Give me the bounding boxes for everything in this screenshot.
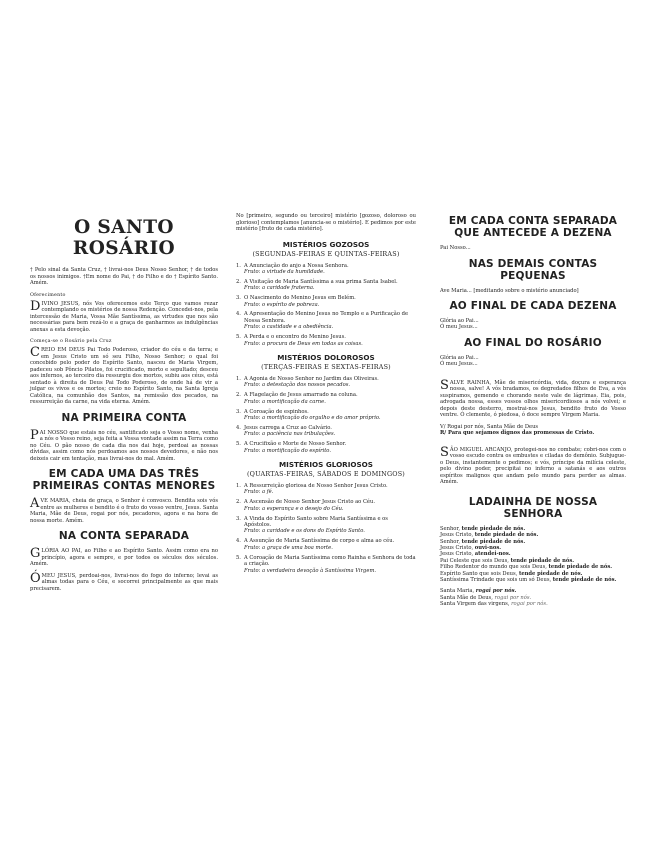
heading-primeira-conta: NA PRIMEIRA CONTA [61,411,187,424]
dolorosos-title: MISTÉRIOS DOLOROSOS [277,352,375,362]
prayer-body: ALVE RAINHA, Mãe de misericórdia, vida, doçura e esperança nossa, salve! A vós bradamos, os degredados filhos de Eva, a vós suspiramos, gemendo e chorando neste vale de lágrimas. Eia, pois, advogada nossa, esses vossos olhos misericordiosos a nós volvei; e depois deste desterro, mostrai-nos Jesus, bendito fruto do Vosso ventre. Ó clemente, ó piedosa, ó doce sempre Virgem Maria. [440,379,626,419]
mystery-fruit: Fruto: a graça de uma boa morte. [244,544,333,551]
response: rogai por nós. [494,594,532,601]
mystery-intro: No [primeiro, segundo ou terceiro] mistério [gozoso, doloroso ou glorioso] contemplamos [anuncia-se o mistério]. E pedimos por este mistério [fruto de cada mistério]. [236,213,416,232]
mystery-fruit: Fruto: a caridade fraterna. [244,285,315,292]
mystery-item [236,555,416,574]
gloria-text [30,548,218,568]
invocation: Santa Maria, [440,588,476,595]
mystery-number: 2. [236,392,241,399]
mystery-number: 4. [236,424,241,431]
fatima-text [30,570,218,593]
mystery-text: A Vinda do Espírito Santo sobre Maria Santíssima e os Apóstolos. [244,515,388,529]
pai-nosso-ref: Pai Nosso... [440,245,471,251]
dolorosos-list [236,376,416,454]
mystery-text: A Visitação de Maria Santíssima a sua prima Santa Isabel. [244,278,398,285]
dropcap: A [30,496,40,511]
response: rogai por nós. [475,588,517,595]
mystery-text: O Nascimento do Menino Jesus em Belém. [244,295,356,302]
mystery-text: Jesus carrega a Cruz ao Calvário. [244,424,332,431]
mystery-item [236,279,416,292]
mystery-fruit: Fruto: a castidade e a obediência. [244,324,334,331]
dropcap: P [30,427,39,443]
mystery-text: A Agonia de Nosso Senhor no Jardim das Oliveiras. [244,375,379,382]
mystery-text: A Ascensão de Nosso Senhor Jesus Cristo ao Céu. [244,499,375,506]
column-left [30,213,218,597]
pai-nosso-text [30,427,218,463]
invocation: Santíssima Trindade que sois um só Deus, [440,576,553,583]
heading-tres-contas: EM CADA UMA DAS TRÊS PRIMEIRAS CONTAS MENORES [32,468,216,492]
response: atendei-nos. [474,551,511,558]
mystery-fruit: Fruto: a caridade e os dons do Espírito Santo. [244,528,365,535]
invocation: Jesus Cristo, [440,544,475,551]
mystery-text: A Apresentação do Menino Jesus no Templo e a Purificação de Nossa Senhora. [244,311,409,324]
mystery-item [236,295,416,308]
invocation: Senhor, [440,538,462,545]
heading-contas-pequenas: NAS DEMAIS CONTAS PEQUENAS [468,257,598,282]
response: tende piedade de nós. [510,557,575,564]
gozosos-title: MISTÉRIOS GOZOSOS [282,239,370,249]
gloriosos-title: MISTÉRIOS GLORIOSOS [279,460,373,470]
mystery-number: 1. [236,483,241,490]
mystery-text: A Assunção de Maria Santíssima de corpo e alma ao céu. [244,538,395,545]
mystery-text: A Flagelação de Jesus amarrado na coluna. [244,392,358,399]
column-right [440,213,626,608]
mystery-number: 1. [236,375,241,382]
response: tende piedade de nós. [461,538,526,545]
mystery-fruit: Fruto: a paciência nas tribulações. [244,431,336,438]
dropcap: S [440,377,449,393]
gozosos-section [236,240,416,347]
response: tende piedade de nós. [461,525,526,532]
mystery-fruit: Fruto: a procura de Deus em todas as coisas. [244,340,363,347]
heading-conta-separada: NA CONTA SEPARADA [58,530,190,542]
mystery-item [236,334,416,347]
prayer-body: ÃO MIGUEL ARCANJO, protegei-nos no combate; cobri-nos com o vosso escudo contra os embustes e ciladas do demônio. Subjugue-o Deus, instantemente o pedimos; e vós, príncipe da milícia celeste, pelo divino poder, precipitai no inferno a satanás e aos outros espíritos malignos que andam pelo mundo para perder as almas. Amém. [440,446,626,486]
column-middle [236,213,416,577]
mystery-item [236,425,416,438]
response: tende piedade de nós. [518,570,583,577]
mystery-fruit: Fruto: a verdadeira devoção à Santíssima Virgem. [244,567,377,574]
mystery-text: A Ressurreição gloriosa de Nosso Senhor Jesus Cristo. [244,483,388,490]
invocation: Pai Celeste que sois Deus, [440,557,511,564]
gloria-ref: Glória ao Pai... [440,318,479,324]
ave-maria-ref: Ave Maria... [meditando sobre o mistério anunciado] [440,287,579,294]
oferecimento-text [30,298,218,334]
mystery-text: A Crucifixão e Morte de Nosso Senhor. [244,441,347,448]
prayer-body: LÓRIA AO PAI, ao Filho e ao Espírito Santo. Assim como era no princípio, agora e sempre, e por todos os séculos dos séculos. Amém. [30,548,218,567]
mystery-fruit: Fruto: a fé. [244,489,274,496]
salve-rainha-text [440,377,626,419]
invocation: Jesus Cristo, [440,532,475,539]
prayer-body: REIO EM DEUS Pai Todo Poderoso, criador do céu e da terra; e em Jesus Cristo um só seu Filho, Nosso Senhor; o qual foi concebido pelo poder do Espírito Santo, nasceu de Maria Virgem, padeceu sob Pôncio Pilatos, foi crucificado, morto e sepultado; desceu aos infernos, ao terceiro dia ressurgiu dos mortos, subiu aos céus, está sentado à direita de Deus Pai Todo Poderoso, de onde há de vir a julgar os vivos e os mortos; creio no Espírito Santo, na Santa Igreja Católica, na comunhão dos Santos, na remissão dos pecados, na ressurreição da carne, na vida eterna. Amém. [30,347,218,405]
mystery-number: 5. [236,441,241,448]
mystery-number: 2. [236,499,241,506]
mystery-text: A Perda e o encontro do Menino Jesus. [244,334,346,341]
response: tende piedade de nós. [552,576,617,583]
gozosos-days: (SEGUNDAS-FEIRAS E QUINTAS-FEIRAS) [252,249,400,258]
prayer-body: MEU JESUS, perdoai-nos, livrai-nos do fogo do inferno; levai as almas todas para o Céu, e socorrei principalmente as que mais precisarem. [30,572,218,592]
invocation: Espírito Santo que sois Deus, [440,570,519,577]
ladainha-list [440,526,626,584]
mystery-text: A Coroação de Maria Santíssima como Rainha e Senhora de toda a criação. [244,554,416,568]
invocation: Santa Virgem das virgens, [440,601,512,608]
gloriosos-section [236,460,416,574]
oferecimento-label: Oferecimento [30,292,66,298]
mystery-item [236,483,416,496]
credo-label: Começa-se o Rosário pela Cruz [30,339,112,344]
page-title: O SANTO ROSÁRIO [72,217,176,259]
mystery-number: 1. [236,262,241,269]
response: tende piedade de nós. [548,564,613,571]
mystery-item [236,538,416,551]
mystery-number: 3. [236,408,241,415]
prayer-body: VE MARIA, cheia de graça, o Senhor é convosco. Bendita sois vós entre as mulheres e bendito é o fruto do vosso ventre, Jesus. Santa Maria, Mãe de Deus, rogai por nós, pecadores, agora e na hora de nossa morte. Amém. [30,498,218,524]
credo-text [30,347,218,406]
dropcap: S [440,444,449,460]
mystery-fruit: Fruto: a detestação dos nossos pecados. [244,382,351,389]
mystery-fruit: Fruto: a mortificação da carne. [244,398,326,405]
versiculo: V/ Rogai por nós, Santa Mãe de Deus [440,423,539,430]
mystery-number: 4. [236,538,241,545]
mystery-number: 5. [236,554,241,561]
gloriosos-list [236,483,416,574]
mystery-fruit: Fruto: a mortificação do orgulho e do amor próprio. [244,415,381,421]
gloria-ref-2: Glória ao Pai... [440,354,479,361]
prayer-body: AI NOSSO que estais no céu, santificado seja o Vosso nome, venha a nós o Vosso reino, seja feita a Vossa vontade assim na Terra como no Céu. O pão nosso de cada dia nos dai hoje, perdoai as nossas dívidas, assim como nós perdoamos aos nossos devedores, e não nos deixeis cair em tentação, mas livrai-nos do mal. Amém. [30,429,218,462]
mystery-fruit: Fruto: o espírito de pobreza. [244,301,320,308]
mystery-item [236,499,416,512]
mystery-text: A Anunciação do anjo a Nossa Senhora. [244,262,349,269]
heading-final-dezena: AO FINAL DE CADA DEZENA [449,300,617,312]
prayer-body: IVINO JESUS, nós Vos oferecemos este Terço que vamos rezar contemplando os mistérios de nossa Redenção. Concedei-nos, pela intercessão de Maria, Vossa Mãe Santíssima, as virtudes que nos são necessárias para bem rezá-lo e a graça de ganharmos as indulgências anexas a esta devoção. [30,300,218,333]
mystery-item [236,392,416,405]
dropcap: G [30,546,41,561]
mystery-number: 4. [236,311,241,318]
responso [440,430,626,437]
mystery-item [236,311,416,330]
mystery-fruit: Fruto: a esperança e o desejo do Céu. [244,505,344,512]
mystery-text: A Coroação de espinhos. [244,408,309,415]
sign-of-cross-text: † Pelo sinal da Santa Cruz, † livrai-nos Deus Nosso Senhor, † de todos os nossos inimigos. †Em nome do Pai, † do Filho e do † Espírito Santo. Amém. [30,267,218,286]
o-meu-jesus-ref-2: Ó meu Jesus... [440,361,478,368]
dropcap: Ó [30,570,41,586]
ladainha-line [440,601,626,607]
invocation: Jesus Cristo, [440,551,475,558]
heading-cada-conta: EM CADA CONTA SEPARADA QUE ANTECEDE A DEZENA [448,215,618,239]
invocation: Filho Redentor do mundo que sois Deus, [440,564,549,571]
ave-maria-text [30,498,218,524]
mystery-item [236,409,416,422]
invocation: Senhor, [440,525,462,532]
heading-final-rosario: AO FINAL DO ROSÁRIO [464,336,602,349]
response: tende piedade de nós. [474,532,539,539]
dolorosos-days: (TERÇAS-FEIRAS E SEXTAS-FEIRAS) [261,362,391,371]
response: ouvi-nos. [474,544,502,551]
mystery-fruit: Fruto: a mortificação do espírito. [244,447,331,454]
mystery-fruit: Fruto: a virtude da humildade. [244,268,325,275]
gozosos-list [236,263,416,347]
ladainha-line [440,577,626,583]
mystery-item [236,376,416,389]
response: rogai por nós. [511,601,548,608]
o-meu-jesus-ref: Ó meu Jesus... [440,324,478,331]
mystery-number: 3. [236,515,241,522]
dropcap: C [30,345,40,360]
mystery-number: 5. [236,334,241,341]
heading-ladainha: LADAINHA DE NOSSA SENHORA [468,495,598,520]
dropcap: D [30,298,41,314]
mystery-number: 2. [236,278,241,285]
sao-miguel-text [440,444,626,486]
invocation: Santa Mãe de Deus, [440,594,495,601]
responso-text: R/ Para que sejamos dignos das promessas de Cristo. [440,430,595,437]
dolorosos-section [236,353,416,454]
mystery-item [236,263,416,276]
mystery-item [236,516,416,535]
mystery-number: 3. [236,295,241,302]
mystery-item [236,441,416,454]
gloriosos-days: (QUARTAS-FEIRAS, SÁBADOS E DOMINGOS) [246,470,405,479]
